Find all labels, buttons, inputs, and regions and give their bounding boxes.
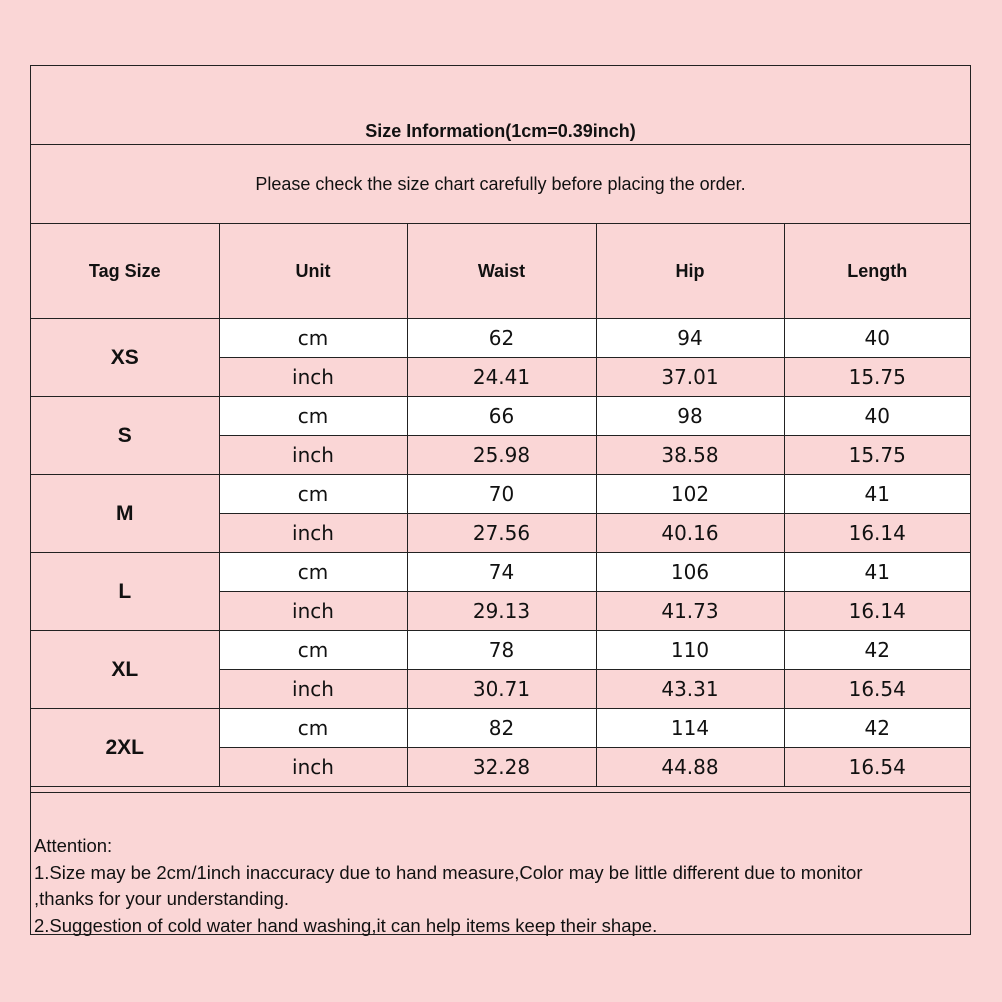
waist-cell: 70 [407,475,596,514]
length-cell: 40 [784,397,970,436]
table-row [31,397,970,436]
unit-cell: inch [219,670,407,709]
unit-cell: inch [219,748,407,787]
length-cell: 42 [784,631,970,670]
waist-cell: 27.56 [407,514,596,553]
unit-cell: inch [219,514,407,553]
attention-line: ,thanks for your understanding. [34,888,290,909]
hip-cell: 41.73 [596,592,784,631]
table-row [31,709,970,748]
unit-cell: inch [219,358,407,397]
size-tag: XL [31,631,219,709]
hip-cell: 40.16 [596,514,784,553]
hip-cell: 110 [596,631,784,670]
length-cell: 41 [784,553,970,592]
title-row [31,66,970,145]
size-tag: 2XL [31,709,219,787]
length-cell: 16.54 [784,748,970,787]
hip-cell: 114 [596,709,784,748]
hip-cell: 94 [596,319,784,358]
length-cell: 15.75 [784,358,970,397]
table-row [31,319,970,358]
waist-cell: 62 [407,319,596,358]
table-row [31,553,970,592]
length-cell: 40 [784,319,970,358]
attention-line: 1.Size may be 2cm/1inch inaccuracy due to hand measure,Color may be little different due to monitor [34,861,863,883]
hip-cell: 44.88 [596,748,784,787]
header-length: Length [784,224,970,319]
hip-cell: 37.01 [596,358,784,397]
waist-cell: 82 [407,709,596,748]
header-unit: Unit [219,224,407,319]
hip-cell: 43.31 [596,670,784,709]
table-row [31,475,970,514]
header-tag-size: Tag Size [31,224,219,319]
waist-cell: 30.71 [407,670,596,709]
length-cell: 42 [784,709,970,748]
hip-cell: 106 [596,553,784,592]
hip-cell: 102 [596,475,784,514]
length-cell: 15.75 [784,436,970,475]
unit-cell: cm [219,475,407,514]
waist-cell: 32.28 [407,748,596,787]
header-row [31,224,970,319]
unit-cell: cm [219,631,407,670]
size-chart [30,65,971,935]
waist-cell: 24.41 [407,358,596,397]
attention-heading: Attention: [34,835,113,856]
length-cell: 16.14 [784,514,970,553]
size-tag: M [31,475,219,553]
unit-cell: inch [219,436,407,475]
size-table [31,224,970,787]
hip-cell: 98 [596,397,784,436]
length-cell: 16.54 [784,670,970,709]
order-note: Please check the size chart carefully before placing the order. [31,145,970,224]
waist-cell: 29.13 [407,592,596,631]
hip-cell: 38.58 [596,436,784,475]
header-waist: Waist [407,224,596,319]
waist-cell: 66 [407,397,596,436]
unit-cell: cm [219,397,407,436]
attention-notes [31,792,970,934]
chart-title: Size Information(1cm=0.39inch) [365,121,636,141]
length-cell: 41 [784,475,970,514]
length-cell: 16.14 [784,592,970,631]
unit-cell: inch [219,592,407,631]
header-hip: Hip [596,224,784,319]
unit-cell: cm [219,319,407,358]
unit-cell: cm [219,709,407,748]
waist-cell: 74 [407,553,596,592]
attention-line: 2.Suggestion of cold water hand washing,it can help items keep their shape. [34,914,658,936]
size-tag: S [31,397,219,475]
waist-cell: 25.98 [407,436,596,475]
size-tag: L [31,553,219,631]
unit-cell: cm [219,553,407,592]
size-tag: XS [31,319,219,397]
waist-cell: 78 [407,631,596,670]
table-row [31,631,970,670]
